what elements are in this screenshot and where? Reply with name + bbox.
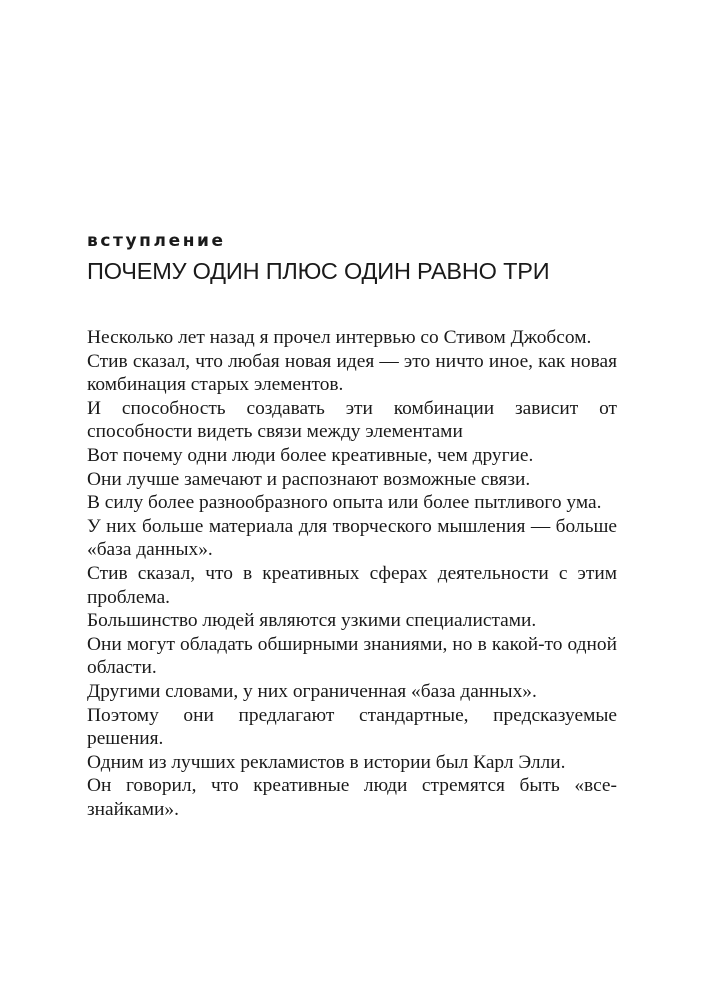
paragraph: Стив сказал, что любая новая идея — это ничто иное, как новая комбинация старых элементов.	[87, 350, 617, 396]
paragraph: Несколько лет назад я прочел интервью со Стивом Джобсом.	[87, 327, 592, 348]
book-page	[87, 230, 617, 821]
paragraph: Вот почему одни люди более креативные, чем другие.	[87, 444, 534, 466]
paragraph: И способность создавать эти комбинации зависит от способности видеть связи между элементами	[87, 397, 617, 443]
chapter-title: ПОЧЕМУ ОДИН ПЛЮС ОДИН РАВНО ТРИ	[87, 258, 550, 284]
paragraph: Стив сказал, что в креативных сферах деятельности с этим проблема.	[87, 562, 617, 608]
paragraph: Одним из лучших рекламистов в истории был Карл Элли.	[87, 751, 566, 773]
chapter-body	[87, 326, 617, 821]
paragraph: Поэтому они предлагают стандартные, предсказуемые решения.	[87, 704, 617, 750]
paragraph: Они могут обладать обширными знаниями, но в какой-то одной области.	[87, 633, 617, 679]
paragraph: Они лучше замечают и распознают возможные связи.	[87, 468, 531, 490]
paragraph: Он говорил, что креативные люди стремятся быть «все-знайками».	[87, 775, 617, 820]
paragraph: Большинство людей являются узкими специалистами.	[87, 610, 537, 632]
chapter-kicker: вступление	[87, 231, 226, 251]
paragraph: У них больше материала для творческого мышления — больше «база данных».	[87, 515, 617, 561]
paragraph: В силу более разнообразного опыта или более пытливого ума.	[87, 492, 602, 514]
paragraph: Другими словами, у них ограниченная «база данных».	[87, 680, 537, 702]
